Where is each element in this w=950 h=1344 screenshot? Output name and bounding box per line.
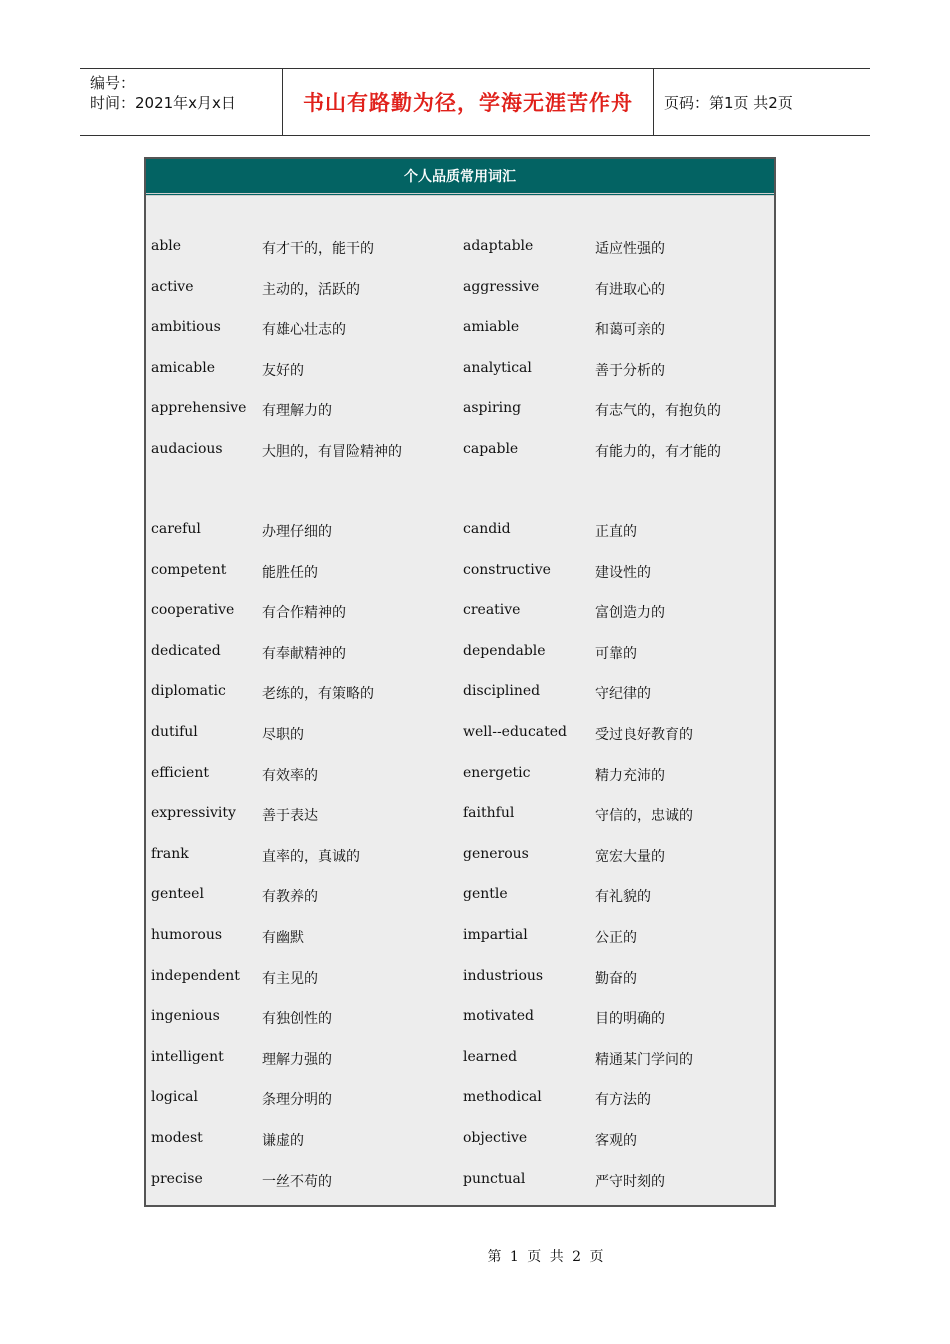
english-word: analytical	[463, 359, 532, 376]
english-word: gentle	[463, 886, 508, 903]
english-word: capable	[463, 441, 519, 457]
header-meta	[80, 69, 282, 135]
english-word: dedicated	[151, 642, 221, 659]
english-word: competent	[151, 561, 227, 578]
english-word: audacious	[151, 441, 223, 457]
english-word: genteel	[151, 886, 204, 903]
chinese-meaning: 正直的	[595, 524, 637, 540]
chinese-meaning: 善于分析的	[595, 362, 665, 379]
chinese-meaning: 精力充沛的	[595, 767, 665, 784]
chinese-meaning: 适应性强的	[595, 241, 665, 257]
english-word: frank	[151, 845, 189, 862]
chinese-meaning: 有合作精神的	[262, 605, 346, 622]
chinese-meaning: 有教养的	[262, 889, 318, 906]
english-word: energetic	[463, 764, 531, 781]
chinese-meaning: 老练的，有策略的	[262, 686, 374, 703]
english-word: motivated	[463, 1008, 534, 1025]
chinese-meaning: 富创造力的	[595, 605, 665, 622]
chinese-meaning: 守纪律的	[595, 686, 651, 703]
english-word: adaptable	[463, 238, 534, 254]
vocab-row	[146, 400, 774, 424]
vocab-row	[146, 521, 774, 545]
page-footer: 第 1 页 共 2 页	[487, 1249, 606, 1265]
chinese-meaning: 宽宏大量的	[595, 848, 665, 865]
english-word: cooperative	[151, 602, 235, 619]
english-word: amicable	[151, 359, 216, 376]
chinese-meaning: 友好的	[262, 362, 304, 379]
document-header	[80, 68, 870, 136]
english-word: efficient	[151, 764, 209, 781]
english-word: faithful	[463, 805, 515, 822]
vocab-row	[146, 1089, 774, 1113]
vocab-row	[146, 1049, 774, 1073]
chinese-meaning: 有理解力的	[262, 403, 332, 420]
chinese-meaning: 有主见的	[262, 970, 318, 987]
english-word: creative	[463, 602, 521, 619]
english-word: ingenious	[151, 1008, 220, 1025]
english-word: punctual	[463, 1170, 526, 1187]
english-word: industrious	[463, 967, 544, 984]
vocab-row	[146, 360, 774, 384]
chinese-meaning: 理解力强的	[262, 1051, 332, 1068]
english-word: diplomatic	[151, 683, 226, 700]
english-word: amiable	[463, 319, 520, 336]
chinese-meaning: 守信的，忠诚的	[595, 808, 693, 825]
english-word: dependable	[463, 642, 546, 659]
vocab-row	[146, 1171, 774, 1195]
header-page-info: 页码：第1页 共2页	[664, 93, 793, 112]
english-word: careful	[151, 521, 201, 537]
chinese-meaning: 公正的	[595, 930, 637, 946]
english-word: apprehensive	[151, 400, 247, 417]
english-word: generous	[463, 845, 529, 862]
vocab-row	[146, 238, 774, 262]
vocab-row	[146, 886, 774, 910]
chinese-meaning: 能胜任的	[262, 564, 318, 581]
english-word: humorous	[151, 927, 223, 943]
vocab-row	[146, 765, 774, 789]
english-word: well--educated	[463, 724, 568, 740]
chinese-meaning: 谦虚的	[262, 1133, 304, 1149]
chinese-meaning: 建设性的	[595, 564, 651, 581]
chinese-meaning: 条理分明的	[262, 1092, 332, 1109]
english-word: methodical	[463, 1089, 542, 1106]
vocab-row	[146, 805, 774, 829]
chinese-meaning: 有能力的，有才能的	[595, 444, 721, 460]
chinese-meaning: 有雄心壮志的	[262, 322, 346, 339]
vocab-row	[146, 602, 774, 626]
english-word: aggressive	[463, 278, 540, 295]
vocab-row	[146, 968, 774, 992]
vocab-row	[146, 1008, 774, 1032]
number-label: 编号：	[90, 74, 136, 92]
vocab-row	[146, 319, 774, 343]
english-word: modest	[151, 1130, 203, 1146]
english-word: constructive	[463, 561, 551, 578]
vocabulary-table	[144, 157, 776, 1207]
chinese-meaning: 有进取心的	[595, 281, 665, 298]
chinese-meaning: 有效率的	[262, 767, 318, 784]
chinese-meaning: 大胆的，有冒险精神的	[262, 444, 402, 460]
english-word: learned	[463, 1048, 518, 1065]
vocabulary-title: 个人品质常用词汇	[146, 159, 774, 196]
english-word: ambitious	[151, 319, 221, 336]
chinese-meaning: 主动的，活跃的	[262, 281, 360, 298]
vocab-row	[146, 1130, 774, 1154]
vocab-row	[146, 279, 774, 303]
header-motto: 书山有路勤为径，学海无涯苦作舟	[282, 69, 654, 135]
english-word: disciplined	[463, 683, 541, 700]
english-word: dutiful	[151, 724, 198, 740]
english-word: active	[151, 278, 194, 295]
english-word: intelligent	[151, 1048, 224, 1065]
vocab-row	[146, 927, 774, 951]
chinese-meaning: 尽职的	[262, 727, 304, 743]
chinese-meaning: 受过良好教育的	[595, 727, 693, 743]
chinese-meaning: 严守时刻的	[595, 1173, 665, 1190]
chinese-meaning: 有志气的，有抱负的	[595, 403, 721, 420]
date-label: 时间：2021年x月x日	[90, 94, 236, 112]
chinese-meaning: 有才干的，能干的	[262, 241, 374, 257]
english-word: logical	[151, 1089, 199, 1106]
chinese-meaning: 有独创性的	[262, 1011, 332, 1028]
chinese-meaning: 客观的	[595, 1133, 637, 1149]
english-word: able	[151, 238, 182, 254]
chinese-meaning: 和蔼可亲的	[595, 322, 665, 339]
english-word: candid	[463, 521, 511, 537]
english-word: independent	[151, 967, 240, 984]
chinese-meaning: 可靠的	[595, 645, 637, 662]
chinese-meaning: 善于表达	[262, 808, 318, 825]
vocab-row	[146, 846, 774, 870]
chinese-meaning: 有奉献精神的	[262, 645, 346, 662]
chinese-meaning: 勤奋的	[595, 970, 637, 987]
chinese-meaning: 有幽默	[262, 930, 304, 946]
chinese-meaning: 精通某门学问的	[595, 1051, 693, 1068]
english-word: impartial	[463, 927, 528, 943]
vocab-row	[146, 643, 774, 667]
vocab-row	[146, 683, 774, 707]
chinese-meaning: 直率的，真诚的	[262, 848, 360, 865]
english-word: precise	[151, 1170, 203, 1187]
vocab-row	[146, 724, 774, 748]
vocab-row	[146, 562, 774, 586]
chinese-meaning: 办理仔细的	[262, 524, 332, 540]
vocab-row	[146, 441, 774, 465]
chinese-meaning: 一丝不苟的	[262, 1173, 332, 1190]
chinese-meaning: 有方法的	[595, 1092, 651, 1109]
english-word: aspiring	[463, 400, 522, 417]
english-word: expressivity	[151, 805, 236, 822]
chinese-meaning: 目的明确的	[595, 1011, 665, 1028]
english-word: objective	[463, 1130, 528, 1146]
chinese-meaning: 有礼貌的	[595, 889, 651, 906]
